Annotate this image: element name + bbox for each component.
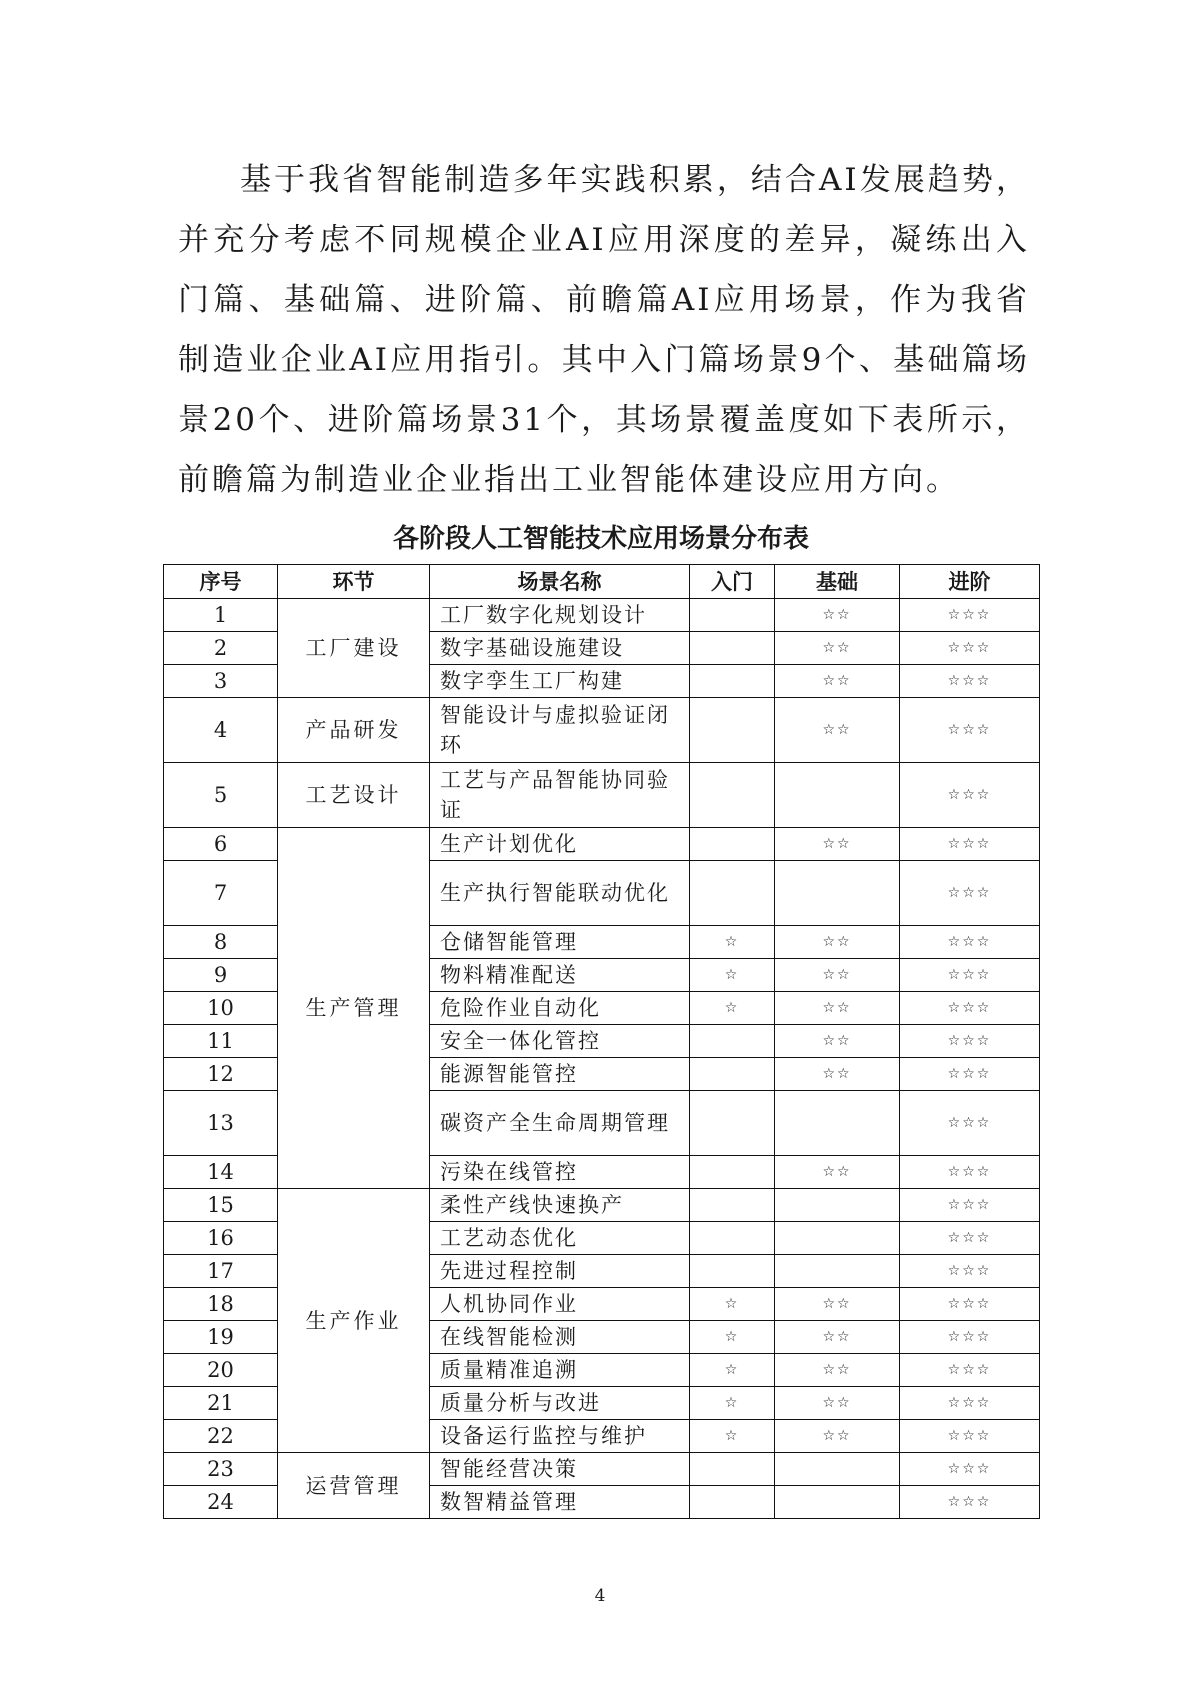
scenario-table (163, 564, 1040, 1519)
scene-name: 生产计划优化 (430, 828, 690, 861)
basic-rating: ☆☆ (775, 665, 900, 698)
basic-rating: ☆☆ (775, 1420, 900, 1453)
advanced-rating: ☆☆☆ (900, 1025, 1040, 1058)
scene-name: 数字孪生工厂构建 (430, 665, 690, 698)
basic-rating: ☆☆ (775, 698, 900, 763)
entry-rating (690, 632, 775, 665)
scene-name: 危险作业自动化 (430, 992, 690, 1025)
basic-rating (775, 1189, 900, 1222)
table-row (164, 1453, 1040, 1486)
advanced-rating: ☆☆☆ (900, 698, 1040, 763)
advanced-rating: ☆☆☆ (900, 1156, 1040, 1189)
table-caption: 各阶段人工智能技术应用场景分布表 (392, 524, 809, 554)
header-segment: 环节 (278, 565, 430, 599)
basic-rating: ☆☆ (775, 1321, 900, 1354)
basic-rating (775, 763, 900, 828)
scene-name: 工艺动态优化 (430, 1222, 690, 1255)
advanced-rating: ☆☆☆ (900, 1255, 1040, 1288)
segment-cell: 产品研发 (278, 698, 430, 763)
advanced-rating: ☆☆☆ (900, 1222, 1040, 1255)
row-seq: 4 (164, 698, 278, 763)
advanced-rating: ☆☆☆ (900, 926, 1040, 959)
scene-name: 数智精益管理 (430, 1486, 690, 1519)
scene-name: 污染在线管控 (430, 1156, 690, 1189)
scene-name: 先进过程控制 (430, 1255, 690, 1288)
row-seq: 3 (164, 665, 278, 698)
basic-rating: ☆☆ (775, 599, 900, 632)
basic-rating: ☆☆ (775, 959, 900, 992)
row-seq: 19 (164, 1321, 278, 1354)
advanced-rating: ☆☆☆ (900, 1486, 1040, 1519)
header-entry: 入门 (690, 565, 775, 599)
scene-name: 人机协同作业 (430, 1288, 690, 1321)
entry-rating (690, 1453, 775, 1486)
page-number: 4 (594, 1586, 606, 1606)
advanced-rating: ☆☆☆ (900, 665, 1040, 698)
entry-rating: ☆ (690, 1321, 775, 1354)
basic-rating: ☆☆ (775, 1354, 900, 1387)
scene-name: 在线智能检测 (430, 1321, 690, 1354)
entry-rating (690, 1486, 775, 1519)
segment-cell: 生产作业 (278, 1189, 430, 1453)
entry-rating: ☆ (690, 1387, 775, 1420)
entry-rating (690, 599, 775, 632)
entry-rating: ☆ (690, 1354, 775, 1387)
entry-rating: ☆ (690, 1420, 775, 1453)
header-advanced: 进阶 (900, 565, 1040, 599)
basic-rating: ☆☆ (775, 1025, 900, 1058)
header-seq: 序号 (164, 565, 278, 599)
segment-cell: 生产管理 (278, 828, 430, 1189)
basic-rating (775, 1091, 900, 1156)
scene-name: 质量精准追溯 (430, 1354, 690, 1387)
entry-rating (690, 698, 775, 763)
advanced-rating: ☆☆☆ (900, 763, 1040, 828)
entry-rating (690, 665, 775, 698)
header-basic: 基础 (775, 565, 900, 599)
entry-rating (690, 1058, 775, 1091)
entry-rating (690, 1222, 775, 1255)
row-seq: 5 (164, 763, 278, 828)
advanced-rating: ☆☆☆ (900, 959, 1040, 992)
basic-rating: ☆☆ (775, 992, 900, 1025)
entry-rating (690, 1189, 775, 1222)
advanced-rating: ☆☆☆ (900, 1387, 1040, 1420)
scene-name: 设备运行监控与维护 (430, 1420, 690, 1453)
row-seq: 6 (164, 828, 278, 861)
basic-rating (775, 1255, 900, 1288)
segment-cell: 工艺设计 (278, 763, 430, 828)
entry-rating (690, 763, 775, 828)
table-row (164, 599, 1040, 632)
row-seq: 20 (164, 1354, 278, 1387)
basic-rating (775, 1486, 900, 1519)
basic-rating: ☆☆ (775, 1156, 900, 1189)
advanced-rating: ☆☆☆ (900, 992, 1040, 1025)
segment-cell: 工厂建设 (278, 599, 430, 698)
table-row (164, 828, 1040, 861)
advanced-rating: ☆☆☆ (900, 1321, 1040, 1354)
scene-name: 数字基础设施建设 (430, 632, 690, 665)
scene-name: 智能设计与虚拟验证闭环 (430, 698, 690, 763)
advanced-rating: ☆☆☆ (900, 1453, 1040, 1486)
scene-name: 生产执行智能联动优化 (430, 861, 690, 926)
scene-name: 质量分析与改进 (430, 1387, 690, 1420)
entry-rating: ☆ (690, 926, 775, 959)
row-seq: 21 (164, 1387, 278, 1420)
basic-rating (775, 861, 900, 926)
row-seq: 24 (164, 1486, 278, 1519)
row-seq: 9 (164, 959, 278, 992)
advanced-rating: ☆☆☆ (900, 1091, 1040, 1156)
advanced-rating: ☆☆☆ (900, 1354, 1040, 1387)
scene-name: 能源智能管控 (430, 1058, 690, 1091)
basic-rating: ☆☆ (775, 1288, 900, 1321)
row-seq: 1 (164, 599, 278, 632)
basic-rating: ☆☆ (775, 1387, 900, 1420)
table-row (164, 763, 1040, 828)
scene-name: 柔性产线快速换产 (430, 1189, 690, 1222)
header-scene: 场景名称 (430, 565, 690, 599)
basic-rating: ☆☆ (775, 1058, 900, 1091)
entry-rating (690, 1091, 775, 1156)
basic-rating (775, 1453, 900, 1486)
entry-rating: ☆ (690, 959, 775, 992)
row-seq: 23 (164, 1453, 278, 1486)
scene-name: 安全一体化管控 (430, 1025, 690, 1058)
entry-rating: ☆ (690, 992, 775, 1025)
basic-rating: ☆☆ (775, 828, 900, 861)
scene-name: 仓储智能管理 (430, 926, 690, 959)
entry-rating: ☆ (690, 1288, 775, 1321)
table-row (164, 1189, 1040, 1222)
scene-name: 智能经营决策 (430, 1453, 690, 1486)
advanced-rating: ☆☆☆ (900, 1058, 1040, 1091)
segment-cell: 运营管理 (278, 1453, 430, 1519)
entry-rating (690, 1025, 775, 1058)
entry-rating (690, 1156, 775, 1189)
row-seq: 15 (164, 1189, 278, 1222)
row-seq: 2 (164, 632, 278, 665)
scene-name: 物料精准配送 (430, 959, 690, 992)
entry-rating (690, 861, 775, 926)
row-seq: 18 (164, 1288, 278, 1321)
advanced-rating: ☆☆☆ (900, 599, 1040, 632)
row-seq: 7 (164, 861, 278, 926)
entry-rating (690, 828, 775, 861)
advanced-rating: ☆☆☆ (900, 828, 1040, 861)
advanced-rating: ☆☆☆ (900, 632, 1040, 665)
basic-rating (775, 1222, 900, 1255)
row-seq: 22 (164, 1420, 278, 1453)
row-seq: 17 (164, 1255, 278, 1288)
row-seq: 13 (164, 1091, 278, 1156)
body-paragraph: 基于我省智能制造多年实践积累，结合AI发展趋势，并充分考虑不同规模企业AI应用深度的差异，凝练出入门篇、基础篇、进阶篇、前瞻篇AI应用场景，作为我省制造业企业AI应用指引。其中入门篇场景9个、基础篇场景20个、进阶篇场景31个，其场景覆盖度如下表所示，前瞻篇为制造业企业指出工业智能体建设应用方向。 (178, 162, 1030, 498)
row-seq: 16 (164, 1222, 278, 1255)
advanced-rating: ☆☆☆ (900, 1288, 1040, 1321)
basic-rating: ☆☆ (775, 926, 900, 959)
basic-rating: ☆☆ (775, 632, 900, 665)
table-header-row (164, 565, 1040, 599)
scene-name: 碳资产全生命周期管理 (430, 1091, 690, 1156)
advanced-rating: ☆☆☆ (900, 1189, 1040, 1222)
advanced-rating: ☆☆☆ (900, 861, 1040, 926)
row-seq: 14 (164, 1156, 278, 1189)
row-seq: 11 (164, 1025, 278, 1058)
table-row (164, 698, 1040, 763)
row-seq: 8 (164, 926, 278, 959)
advanced-rating: ☆☆☆ (900, 1420, 1040, 1453)
scene-name: 工厂数字化规划设计 (430, 599, 690, 632)
row-seq: 12 (164, 1058, 278, 1091)
row-seq: 10 (164, 992, 278, 1025)
scene-name: 工艺与产品智能协同验证 (430, 763, 690, 828)
entry-rating (690, 1255, 775, 1288)
